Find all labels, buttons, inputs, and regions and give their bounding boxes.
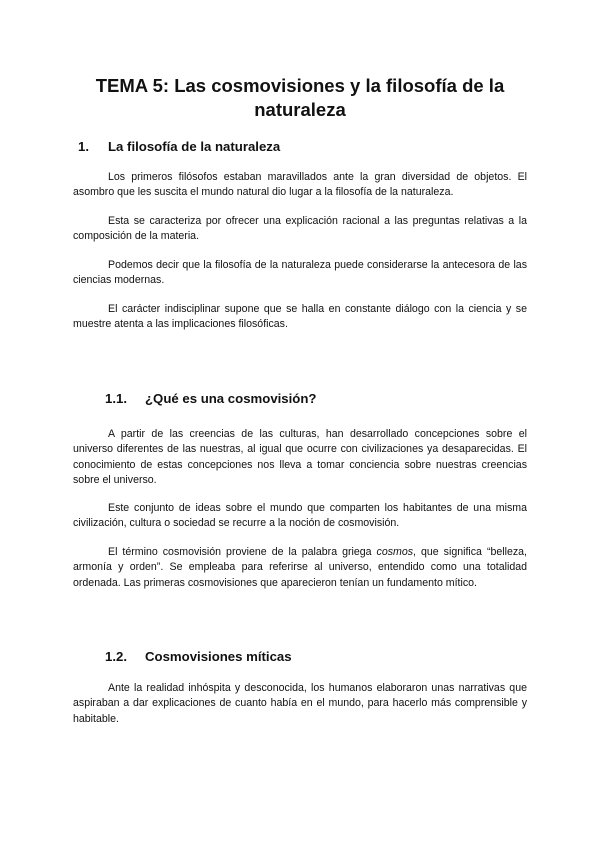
italic-term: cosmos — [376, 546, 414, 558]
section-number: 1.2. — [105, 649, 127, 664]
paragraph: Ante la realidad inhóspita y desconocida, los humanos elaboraron unas narrativas que aspiraban a dar explicaciones de cuanto había en el mundo, para hacerlo más comprensible y habitable. — [73, 682, 527, 725]
paragraph — [73, 545, 527, 591]
section-number: 1. — [78, 139, 89, 154]
paragraph-text: , que significa “belleza, armonía y orden”. Se empleaba para referirse al universo, entendido como una totalidad ordenada. Las primeras cosmovisiones que aparecieron tenían un fundamento mítico. — [73, 546, 528, 589]
paragraph-text: El término cosmovisión proviene de la palabra griega — [108, 546, 377, 558]
paragraph: Esta se caracteriza por ofrecer una explicación racional a las preguntas relativas a la composición de la materia. — [73, 215, 527, 243]
document-title: TEMA 5: Las cosmovisiones y la filosofía de la naturaleza — [95, 75, 505, 120]
section-title: Cosmovisiones míticas — [145, 649, 292, 664]
section-number: 1.1. — [105, 391, 127, 406]
paragraph: Los primeros filósofos estaban maravillados ante la gran diversidad de objetos. El asombro que les suscita el mundo natural dio lugar a la filosofía de la naturaleza. — [73, 171, 527, 199]
section-title: La filosofía de la naturaleza — [108, 139, 281, 154]
section-heading — [78, 139, 280, 155]
paragraph: Este conjunto de ideas sobre el mundo que comparten los habitantes de una misma civilización, cultura o sociedad se recurre a la noción de cosmovisión. — [73, 502, 527, 530]
paragraph: Podemos decir que la filosofía de la naturaleza puede considerarse la antecesora de las ciencias modernas. — [73, 259, 527, 287]
paragraph: El carácter indisciplinar supone que se halla en constante diálogo con la ciencia y se muestre atenta a las implicaciones filosóficas. — [73, 303, 527, 331]
section-title: ¿Qué es una cosmovisión? — [145, 391, 317, 406]
section-heading — [105, 649, 292, 665]
paragraph: A partir de las creencias de las culturas, han desarrollado concepciones sobre el universo diferentes de las nuestras, al igual que ocurre con civilizaciones ya desaparecidas. El conocimiento de estas concepciones nos lleva a tomar conciencia sobre nuestras creencias sobre el universo. — [73, 428, 527, 487]
section-heading — [105, 391, 316, 407]
